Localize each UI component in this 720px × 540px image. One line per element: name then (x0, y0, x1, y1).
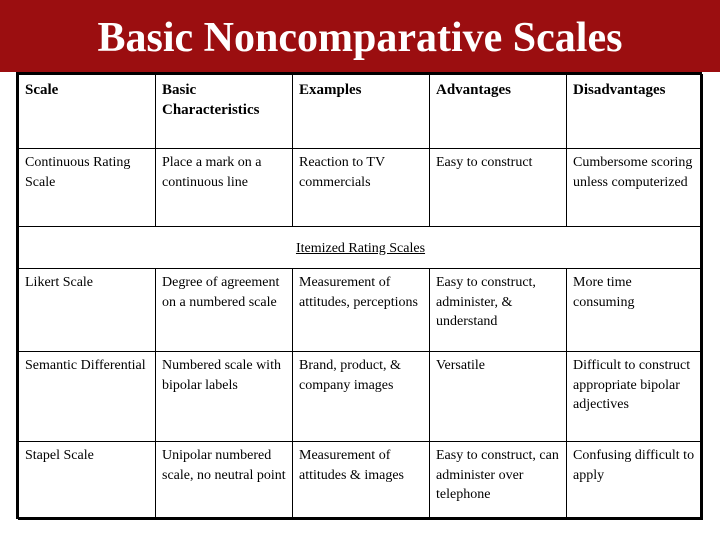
cell-examples: Brand, product, & company images (293, 352, 430, 442)
column-header-advantages: Advantages (430, 75, 567, 149)
cell-disadvantages: More time consuming (567, 269, 703, 352)
column-header-disadvantages: Disadvantages (567, 75, 703, 149)
table-row (19, 352, 703, 442)
section-label: Itemized Rating Scales (19, 227, 703, 269)
cell-examples: Measurement of attitudes, perceptions (293, 269, 430, 352)
cell-scale: Likert Scale (19, 269, 156, 352)
table-row (19, 149, 703, 227)
cell-characteristics: Degree of agreement on a numbered scale (156, 269, 293, 352)
cell-scale: Stapel Scale (19, 442, 156, 520)
cell-characteristics: Numbered scale with bipolar labels (156, 352, 293, 442)
cell-scale: Continuous Rating Scale (19, 149, 156, 227)
page-title: Basic Noncomparative Scales (97, 15, 623, 61)
cell-disadvantages: Difficult to construct appropriate bipolar adjectives (567, 352, 703, 442)
table-row (19, 442, 703, 520)
cell-advantages: Easy to construct (430, 149, 567, 227)
column-header-scale: Scale (19, 75, 156, 149)
cell-examples: Reaction to TV commercials (293, 149, 430, 227)
cell-advantages: Easy to construct, can administer over telephone (430, 442, 567, 520)
scales-table (18, 74, 703, 520)
section-row (19, 227, 703, 269)
cell-characteristics: Place a mark on a continuous line (156, 149, 293, 227)
cell-characteristics: Unipolar numbered scale, no neutral point (156, 442, 293, 520)
cell-examples: Measurement of attitudes & images (293, 442, 430, 520)
cell-advantages: Versatile (430, 352, 567, 442)
table-header-row (19, 75, 703, 149)
cell-advantages: Easy to construct, administer, & understand (430, 269, 567, 352)
title-bar (0, 0, 720, 72)
cell-disadvantages: Confusing difficult to apply (567, 442, 703, 520)
cell-disadvantages: Cumbersome scoring unless computerized (567, 149, 703, 227)
table-row (19, 269, 703, 352)
cell-scale: Semantic Differential (19, 352, 156, 442)
column-header-examples: Examples (293, 75, 430, 149)
scales-table-container (16, 72, 702, 519)
column-header-characteristics: Basic Characteristics (156, 75, 293, 149)
